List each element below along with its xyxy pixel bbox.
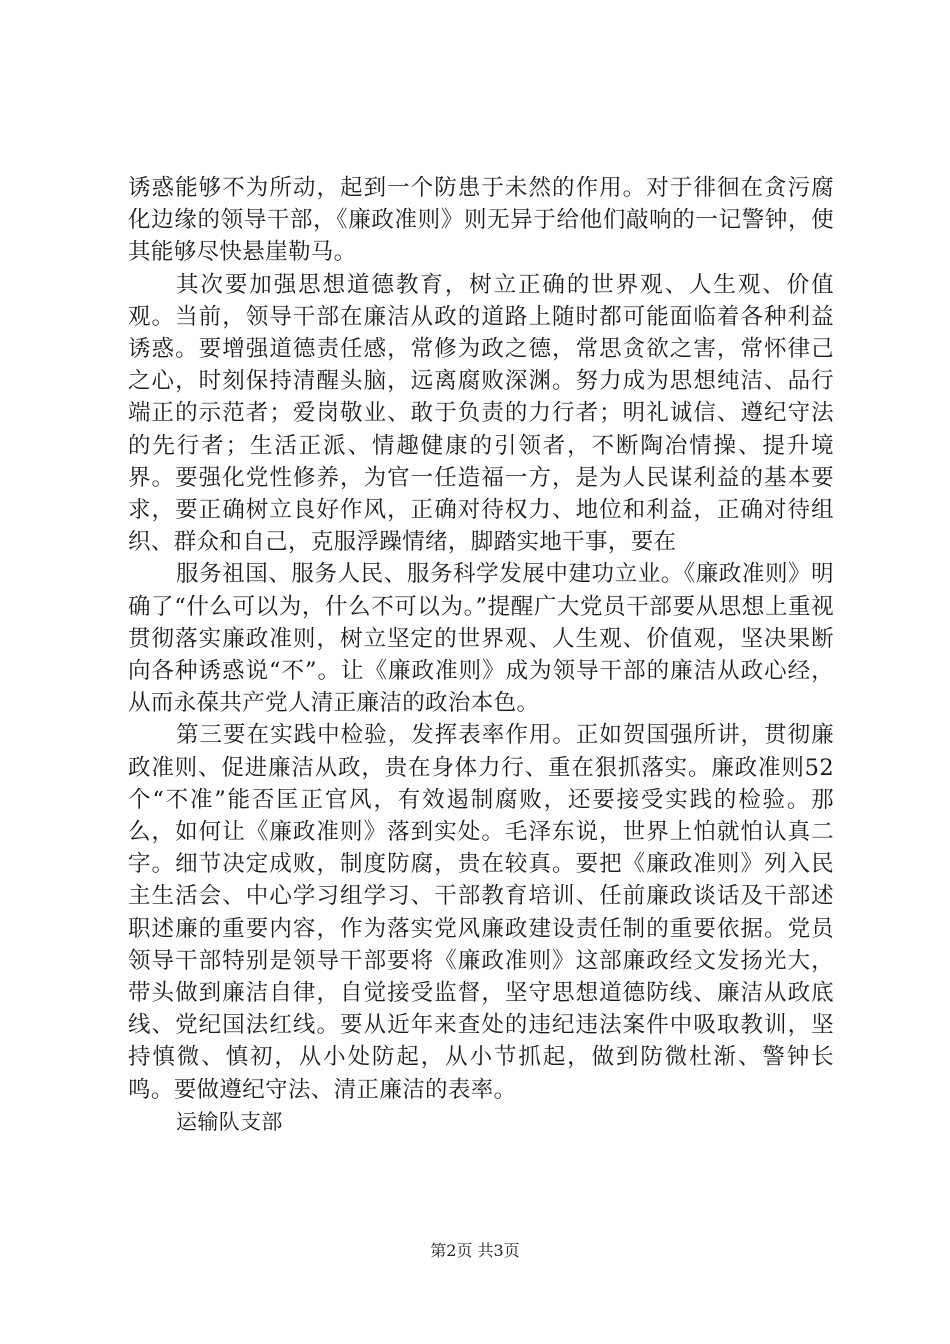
paragraph-moral-education: 其次要加强思想道德教育，树立正确的世界观、人生观、价值观。当前，领导干部在廉洁从政的道路上随时都可能面临着各种利益诱惑。要增强道德责任感，常修为政之德，常思贪欲之害，常怀律己之心，时刻保持清醒头脑，远离腐败深渊。努力成为思想纯洁、品行端正的示范者；爱岗敬业、敢于负责的力行者；明礼诚信、遵纪守法的先行者；生活正派、情趣健康的引领者，不断陶冶情操、提升境界。要强化党性修养，为官一任造福一方，是为人民谋利益的基本要求，要正确树立良好作风，正确对待权力、地位和利益，正确对待组织、群众和自己，克服浮躁情绪，脚踏实地干事，要在 (128, 271, 834, 556)
paragraph-serve-country: 服务祖国、服务人民、服务科学发展中建功立业。《廉政准则》明确了“什么可以为，什么不可以为。”提醒广大党员干部要从思想上重视贯彻落实廉政准则，树立坚定的世界观、人生观、价值观，坚决果断向各种诱惑说“不”。让《廉政准则》成为领导干部的廉洁从政心经，从而永葆共产党人清正廉洁的政治本色。 (128, 561, 834, 717)
paragraph-continuation: 诱惑能够不为所动，起到一个防患于未然的作用。对于徘徊在贪污腐化边缘的领导干部，《廉政准则》则无异于给他们敲响的一记警钟，使其能够尽快悬崖勒马。 (128, 175, 834, 266)
paragraph-practice-test: 第三要在实践中检验，发挥表率作用。正如贺国强所讲，贯彻廉政准则、促进廉洁从政，贵在身体力行、重在狠抓落实。廉政准则52个“不准”能否匡正官风，有效遏制腐败，还要接受实践的检验。那么，如何让《廉政准则》落到实处。毛泽东说，世界上怕就怕认真二字。细节决定成败，制度防腐，贵在较真。要把《廉政准则》列入民主生活会、中心学习组学习、干部教育培训、任前廉政谈话及干部述职述廉的重要内容，作为落实党风廉政建设责任制的重要依据。党员领导干部特别是领导干部要将《廉政准则》这部廉政经文发扬光大，带头做到廉洁自律，自觉接受监督，坚守思想道德防线、廉洁从政底线、党纪国法红线。要从近年来查处的违纪违法案件中吸取教训，坚持慎微、慎初，从小处防起，从小节抓起，做到防微杜渐、警钟长鸣。要做遵纪守法、清正廉洁的表率。 (128, 722, 834, 1103)
document-body (128, 172, 834, 1138)
signature: 运输队支部 (176, 1109, 283, 1134)
page-footer (0, 1241, 950, 1261)
page-number: 第2页 共3页 (430, 1241, 520, 1260)
